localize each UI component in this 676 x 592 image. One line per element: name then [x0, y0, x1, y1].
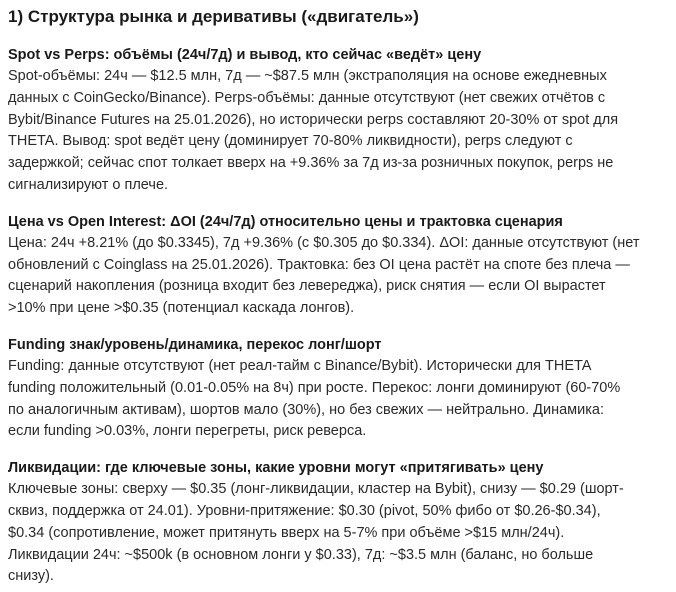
body-line: обновлений с Coinglass на 25.01.2026). Трактовка: без OI цена растёт на споте без плеча —: [8, 256, 630, 273]
section-heading: Funding знак/уровень/динамика, перекос лонг/шорт: [8, 336, 382, 353]
body-line: данных с CoinGecko/Binance). Perps-объёмы: данные отсутствуют (нет свежих отчётов с: [8, 89, 606, 106]
body-line: если funding >0.03%, лонги перегреты, риск реверса.: [8, 423, 367, 440]
section-liquidations: [8, 457, 676, 588]
body-line: THETA. Вывод: spot ведёт цену (доминирует 70-80% ликвидности), perps следуют с: [8, 133, 573, 150]
body-line: Ликвидации 24ч: ~$500k (в основном лонги у $0.33), 7д: ~$3.5 млн (баланс, но больше: [8, 546, 594, 563]
section-spot-vs-perps: [8, 44, 676, 197]
section-body: [8, 66, 676, 197]
body-line: задержкой; сейчас спот толкает вверх на +9.36% за 7д из-за розничных покупок, perps не: [8, 155, 614, 172]
body-line: сценарий накопления (розница входит без левереджа), риск снятия — если OI вырастет: [8, 278, 606, 295]
body-line: Ключевые зоны: сверху — $0.35 (лонг-ликвидации, кластер на Bybit), снизу — $0.29 (шорт-: [8, 481, 624, 498]
section-price-vs-oi: [8, 211, 676, 320]
section-body: [8, 233, 676, 320]
body-line: >10% при цене >$0.35 (потенциал каскада лонгов).: [8, 300, 355, 317]
body-line: Bybit/Binance Futures на 25.01.2026), но исторически perps составляют 20-30% от spot для: [8, 111, 619, 128]
section-heading: Spot vs Perps: объёмы (24ч/7д) и вывод, кто сейчас «ведёт» цену: [8, 47, 482, 63]
section-heading: Ликвидации: где ключевые зоны, какие уровни могут «притягивать» цену: [8, 460, 544, 477]
body-line: сигнализируют о плече.: [8, 176, 169, 193]
section-funding: [8, 334, 676, 443]
section-body: [8, 356, 676, 443]
body-line: по аналогичным активам), шортов мало (30%), но без свежих — нейтрально. Динамика:: [8, 401, 604, 418]
body-line: снизу).: [8, 568, 54, 585]
body-line: Funding: данные отсутствуют (нет реал-тайм с Binance/Bybit). Исторически для THETA: [8, 357, 592, 374]
body-line: Цена: 24ч +8.21% (до $0.3345), 7д +9.36% (с $0.305 до $0.334). ΔOI: данные отсутствуют (нет: [8, 234, 640, 251]
section-heading: Цена vs Open Interest: ΔOI (24ч/7д) относительно цены и трактовка сценария: [8, 213, 563, 230]
body-line: funding положительный (0.01-0.05% на 8ч) при росте. Перекос: лонги доминируют (60-70%: [8, 379, 621, 396]
body-line: Spot-объёмы: 24ч — $12.5 млн, 7д — ~$87.5 млн (экстраполяция на основе ежедневных: [8, 68, 607, 84]
section-body: [8, 479, 676, 588]
body-line: $0.34 (сопротивление, может притянуть вверх на 5-7% при объёме >$15 млн/24ч).: [8, 524, 565, 541]
document-title: 1) Структура рынка и деривативы («двигатель»): [8, 7, 419, 26]
body-line: сквиз, поддержка от 24.01). Уровни-притяжение: $0.30 (pivot, 50% фибо от $0.26-$0.34),: [8, 502, 601, 519]
